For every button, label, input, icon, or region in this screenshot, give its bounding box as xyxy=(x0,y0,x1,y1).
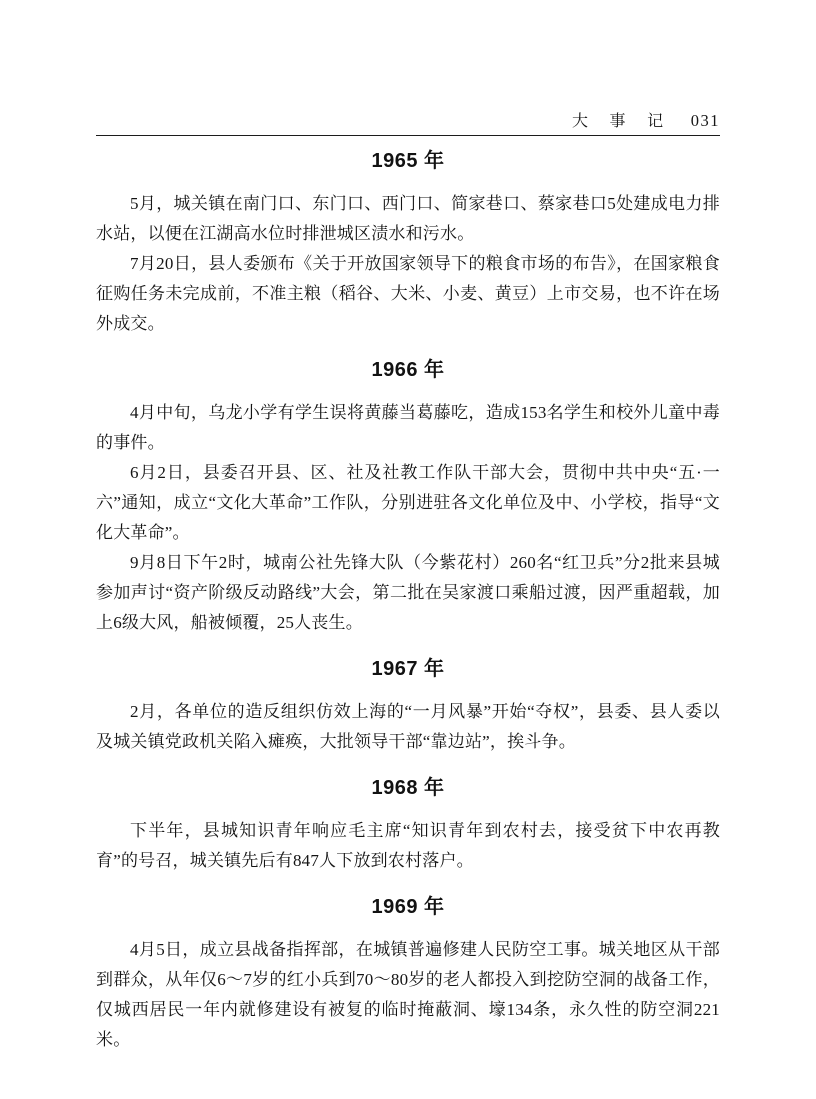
page-header xyxy=(96,0,720,136)
section-1967 xyxy=(96,656,720,757)
section-1966 xyxy=(96,357,720,638)
page-number: 031 xyxy=(690,111,720,130)
year-heading: 1967 年 xyxy=(371,658,445,680)
page-body xyxy=(96,148,720,1055)
paragraph: 2月，各单位的造反组织仿效上海的“一月风暴”开始“夺权”，县委、县人委以及城关镇党政机关陷入瘫痪，大批领导干部“靠边站”，挨斗争。 xyxy=(96,702,720,751)
section-1969 xyxy=(96,894,720,1055)
paragraph: 5月，城关镇在南门口、东门口、西门口、简家巷口、蔡家巷口5处建成电力排水站，以便在江湖高水位时排泄城区渍水和污水。 xyxy=(96,194,720,243)
section-1968 xyxy=(96,775,720,876)
running-head-title: 大事记 xyxy=(571,113,685,130)
year-heading: 1965 年 xyxy=(371,150,445,172)
section-1965 xyxy=(96,148,720,339)
paragraph: 6月2日，县委召开县、区、社及社教工作队干部大会，贯彻中共中央“五·一六”通知，成立“文化大革命”工作队，分别进驻各文化单位及中、小学校，指导“文化大革命”。 xyxy=(96,463,720,542)
paragraph: 4月5日，成立县战备指挥部，在城镇普遍修建人民防空工事。城关地区从干部到群众，从年仅6～7岁的红小兵到70～80岁的老人都投入到挖防空洞的战备工作，仅城西居民一年内就修建设有被复的临时掩蔽洞、壕134条，永久性的防空洞221米。 xyxy=(96,940,720,1049)
year-heading: 1968 年 xyxy=(371,777,445,799)
year-heading: 1969 年 xyxy=(371,896,445,918)
paragraph: 9月8日下午2时，城南公社先锋大队（今紫花村）260名“红卫兵”分2批来县城参加声讨“资产阶级反动路线”大会，第二批在吴家渡口乘船过渡，因严重超载，加上6级大风，船被倾覆，25人丧生。 xyxy=(96,553,720,632)
paragraph: 7月20日，县人委颁布《关于开放国家领导下的粮食市场的布告》，在国家粮食征购任务未完成前，不准主粮（稻谷、大米、小麦、黄豆）上市交易，也不许在场外成交。 xyxy=(96,254,720,333)
paragraph: 下半年，县城知识青年响应毛主席“知识青年到农村去，接受贫下中农再教育”的号召，城关镇先后有847人下放到农村落户。 xyxy=(96,821,720,870)
paragraph: 4月中旬，乌龙小学有学生误将黄藤当葛藤吃，造成153名学生和校外儿童中毒的事件。 xyxy=(96,403,720,452)
year-heading: 1966 年 xyxy=(371,359,445,381)
